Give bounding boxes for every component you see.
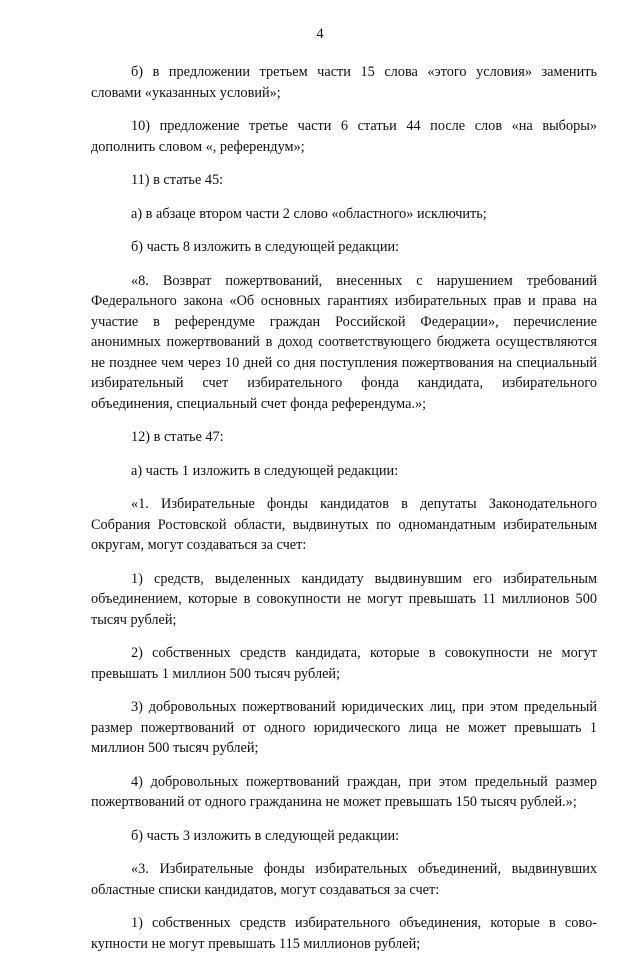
page-number: 4 <box>316 26 324 42</box>
paragraph-1: б) в предложении третьем части 15 слова «этого условия» заменить словами «указанных условий»; <box>91 64 597 101</box>
paragraph-15: «3. Избирательные фонды избирательных объединений, выдвинувших областные списки кандидатов, могут создаваться за счет: <box>91 861 597 898</box>
paragraph-4: а) в абзаце втором части 2 слово «областного» исключить; <box>131 205 487 222</box>
paragraph-10: 1) средств, выделенных кандидату выдвинувшим его избирательным объединением, которые в совокупности не могут превышать 11 миллионов 500 тысяч рублей; <box>91 570 597 628</box>
paragraph-16: 1) собственных средств избирательного объединения, которые в совокупности не могут превышать 115 миллионов рублей; <box>91 915 597 952</box>
paragraph-11: 2) собственных средств кандидата, которые в совокупности не могут превышать 1 миллион 500 тысяч рублей; <box>91 645 597 682</box>
paragraph-2: 10) предложение третье части 6 статьи 44 после слов «на выборы» дополнить словом «, референдум»; <box>91 118 597 155</box>
paragraph-12: 3) добровольных пожертвований юридических лиц, при этом предельный размер пожертвований от одного юридического лица не может превышать 1 миллион 500 тысяч рублей; <box>91 699 597 756</box>
paragraph-5: б) часть 8 изложить в следующей редакции: <box>131 239 400 255</box>
paragraph-13: 4) добровольных пожертвований граждан, при этом предельный размер пожертвований от одного гражданина не может превышать 150 тысяч рублей.»; <box>91 773 597 810</box>
paragraph-14: б) часть 3 изложить в следующей редакции: <box>131 827 400 844</box>
paragraph-3: 11) в статье 45: <box>131 172 224 188</box>
paragraph-6: «8. Возврат пожертвований, внесенных с нарушением требований Федерального закона «Об основных гарантиях избирательных прав и права на участие в референдуме граждан Российской Федерации», перечисление анонимных пожертвований в доход соответствующего бюджета осуществляются не позднее чем через 10 дней со дня поступления пожертвования на специальный избирательный счет избирательного фонда кандидата, избирательного объединения, специальный счет фонда референдума.»; <box>91 272 597 412</box>
paragraph-8: а) часть 1 изложить в следующей редакции: <box>131 462 399 479</box>
paragraph-9: «1. Избирательные фонды кандидатов в депутаты Законодательного Собрания Ростовской области, выдвинутых по одномандатным избирательным округам, могут создаваться за счет: <box>91 496 597 553</box>
paragraph-7: 12) в статье 47: <box>131 429 224 445</box>
document-body <box>91 62 597 967</box>
